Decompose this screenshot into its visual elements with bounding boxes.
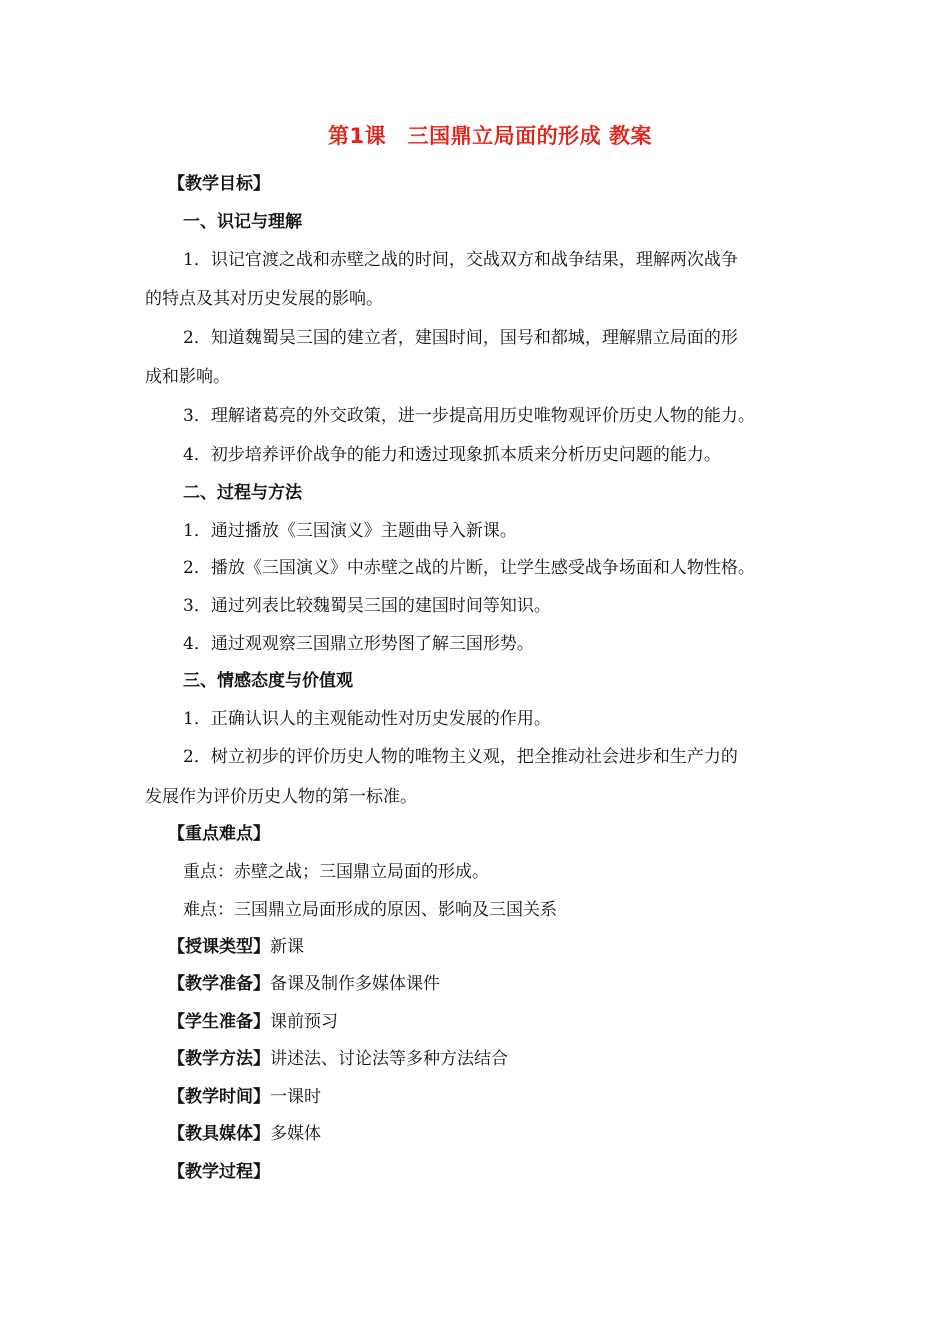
- s1-item-4: 4．初步培养评价战争的能力和透过现象抓本质来分析历史问题的能力。: [183, 445, 721, 465]
- method-value: 讲述法、讨论法等多种方法结合: [270, 1049, 508, 1069]
- lesson-type-label: 【授课类型】: [168, 937, 270, 957]
- lesson-title: 第1课 三国鼎立局面的形成 教案: [328, 124, 652, 148]
- media-value: 多媒体: [270, 1124, 321, 1144]
- section-3-header: 三、情感态度与价值观: [183, 671, 353, 691]
- teacher-prep-row: [168, 972, 440, 996]
- student-prep-label: 【学生准备】: [168, 1012, 270, 1032]
- key-difficult-header: 【重点难点】: [168, 824, 270, 844]
- media-label: 【教具媒体】: [168, 1124, 270, 1144]
- s1-item-3: 3．理解诸葛亮的外交政策，进一步提高用历史唯物观评价历史人物的能力。: [183, 406, 755, 426]
- difficult-point: 难点：三国鼎立局面形成的原因、影响及三国关系: [183, 900, 557, 920]
- teacher-prep-value: 备课及制作多媒体课件: [270, 974, 440, 994]
- s1-item-2-line-1: 2．知道魏蜀吴三国的建立者，建国时间，国号和都城，理解鼎立局面的形: [183, 328, 738, 348]
- teacher-prep-label: 【教学准备】: [168, 974, 270, 994]
- method-row: [168, 1047, 508, 1071]
- s1-item-2-line-2: 成和影响。: [145, 367, 230, 387]
- student-prep-row: [168, 1010, 338, 1034]
- s3-item-2-line-2: 发展作为评价历史人物的第一标准。: [145, 787, 417, 807]
- s3-item-2-line-1: 2．树立初步的评价历史人物的唯物主义观，把全推动社会进步和生产力的: [183, 747, 738, 767]
- s1-item-1-line-1: 1．识记官渡之战和赤壁之战的时间，交战双方和战争结果，理解两次战争: [183, 250, 738, 270]
- time-label: 【教学时间】: [168, 1087, 270, 1107]
- s1-item-1-line-2: 的特点及其对历史发展的影响。: [145, 289, 383, 309]
- s2-item-4: 4．通过观观察三国鼎立形势图了解三国形势。: [183, 634, 534, 654]
- lesson-type-row: [168, 935, 304, 959]
- media-row: [168, 1122, 321, 1146]
- student-prep-value: 课前预习: [270, 1012, 338, 1032]
- method-label: 【教学方法】: [168, 1049, 270, 1069]
- section-2-header: 二、过程与方法: [183, 483, 302, 503]
- s2-item-3: 3．通过列表比较魏蜀吴三国的建国时间等知识。: [183, 596, 551, 616]
- s2-item-2: 2．播放《三国演义》中赤壁之战的片断，让学生感受战争场面和人物性格。: [183, 558, 755, 578]
- key-point: 重点：赤壁之战；三国鼎立局面的形成。: [183, 862, 489, 882]
- goals-header: 【教学目标】: [168, 174, 270, 194]
- time-row: [168, 1085, 321, 1109]
- process-header: 【教学过程】: [168, 1162, 270, 1182]
- s2-item-1: 1．通过播放《三国演义》主题曲导入新课。: [183, 521, 517, 541]
- time-value: 一课时: [270, 1087, 321, 1107]
- s3-item-1: 1．正确认识人的主观能动性对历史发展的作用。: [183, 709, 551, 729]
- lesson-type-value: 新课: [270, 937, 304, 957]
- section-1-header: 一、识记与理解: [183, 212, 302, 232]
